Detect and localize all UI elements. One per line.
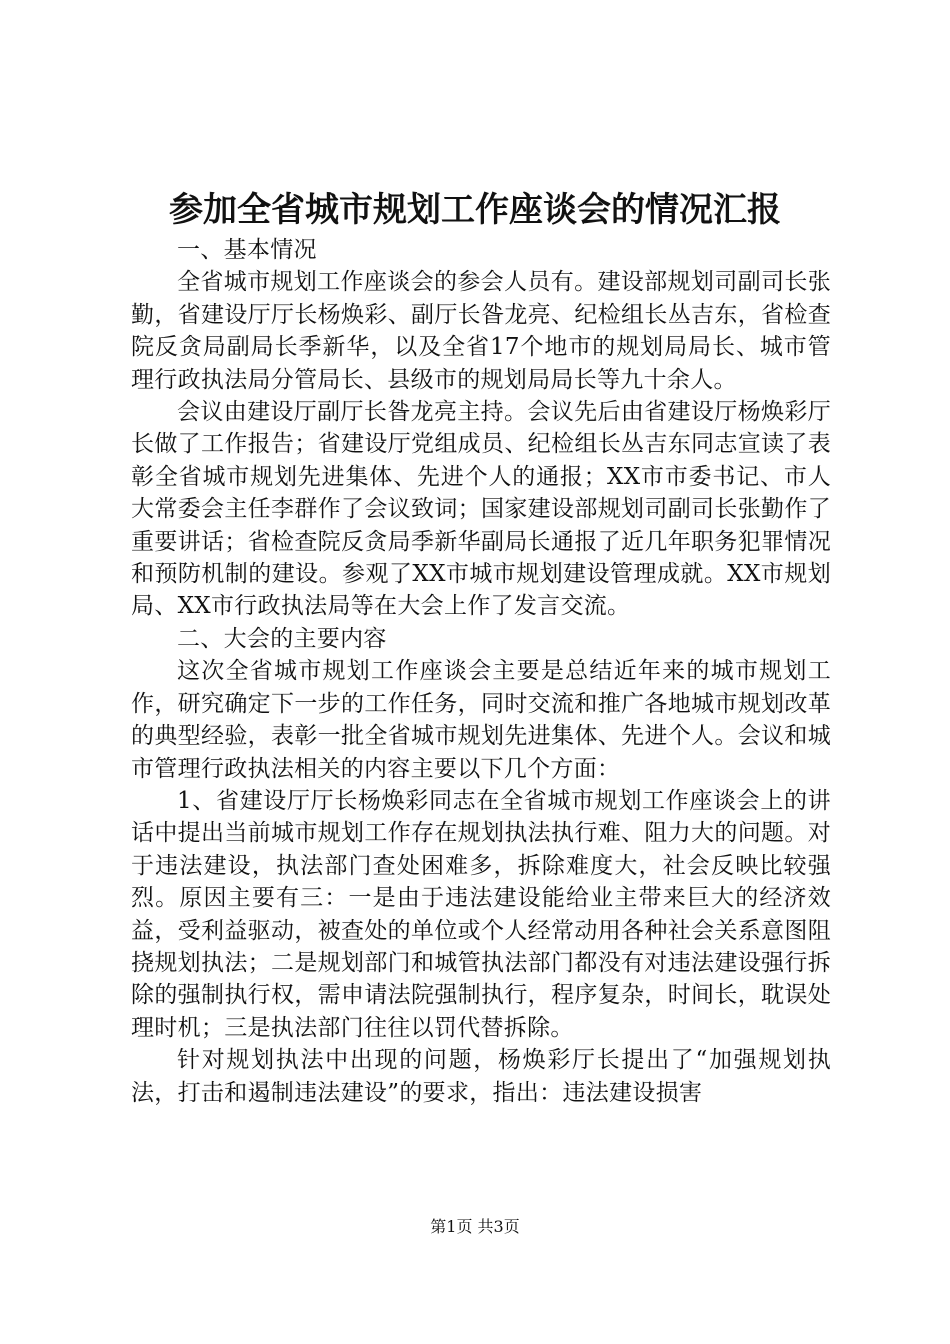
paragraph-item-1: 1、省建设厅厅长杨焕彩同志在全省城市规划工作座谈会上的讲话中提出当前城市规划工作存在规划执法执行难、阻力大的问题。对于违法建设，执法部门查处困难多，拆除难度大，社会反映比较强烈。原因主要有三：一是由于违法建设能给业主带来巨大的经济效益，受利益驱动，被查处的单位或个人经常动用各种社会关系意图阻挠规划执法；二是规划部门和城管执法部门都没有对违法建设强行拆除的强制执行权，需申请法院强制执行，程序复杂，时间长，耽误处理时机；三是执法部门往往以罚代替拆除。 [131,787,831,1041]
section-heading-basic: 一、基本情况 [177,237,317,263]
document-title: 参加全省城市规划工作座谈会的情况汇报 [169,190,781,230]
document-body [131,234,831,1109]
paragraph-attendees: 全省城市规划工作座谈会的参会人员有。建设部规划司副司长张勤，省建设厅厅长杨焕彩、副厅长昝龙亮、纪检组长丛吉东，省检查院反贪局副局长季新华，以及全省17个地市的规划局局长、城市管理行政执法局分管局长、县级市的规划局局长等九十余人。 [131,269,831,393]
section-heading-main-content: 二、大会的主要内容 [177,625,387,652]
paragraph-meeting-process: 会议由建设厅副厅长昝龙亮主持。会议先后由省建设厅杨焕彩厅长做了工作报告；省建设厅党组成员、纪检组长丛吉东同志宣读了表彰全省城市规划先进集体、先进个人的通报；XX市市委书记、市人大常委会主任李群作了会议致词；国家建设部规划司副司长张勤作了重要讲话；省检查院反贪局季新华副局长通报了近几年职务犯罪情况和预防机制的建设。参观了XX市城市规划建设管理成就。XX市规划局、XX市行政执法局等在大会上作了发言交流。 [131,399,831,620]
page-footer: 第1页 共3页 [430,1217,520,1236]
paragraph-meeting-summary: 这次全省城市规划工作座谈会主要是总结近年来的城市规划工作，研究确定下一步的工作任务，同时交流和推广各地城市规划改革的典型经验，表彰一批全省城市规划先进集体、先进个人。会议和城市管理行政执法相关的内容主要以下几个方面： [131,658,831,782]
paragraph-enforcement: 针对规划执法中出现的问题，杨焕彩厅长提出了“加强规划执法，打击和遏制违法建设”的要求，指出：违法建设损害 [131,1047,831,1106]
